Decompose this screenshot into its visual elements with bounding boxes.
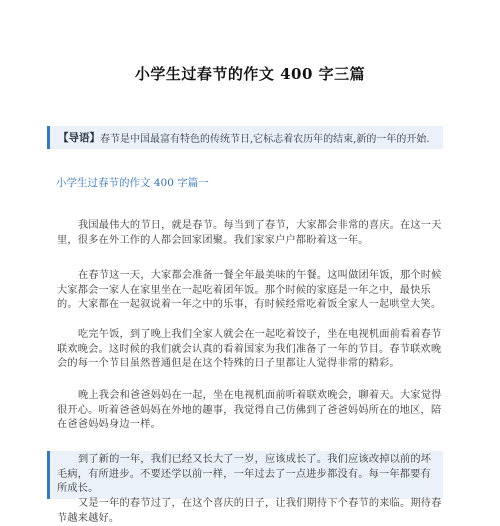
paragraph-4: 晚上我会和爸爸妈妈在一起，坐在电视机面前听着联欢晚会，聊着天。大家觉得很开心。听着爸爸妈妈在外地的趣事，我觉得自己仿佛到了爸爸妈妈所在的地区，陪在爸爸妈妈身边一样。	[57, 390, 442, 430]
intro-text: 春节是中国最富有特色的传统节日,它标志着农历年的结束,新的一年的开始.	[100, 134, 430, 145]
paragraph-5: 到了新的一年，我们已经又长大了一岁，应该成长了。我们应该改掉以前的坏毛病，有所进步。不要还学以前一样，一年过去了一点进步都没有。每一年都要有所成长。	[57, 454, 432, 494]
intro-label: 【导语】	[58, 132, 100, 144]
intro-callout	[47, 126, 443, 149]
paragraph-3: 吃完午饭，到了晚上我们全家人就会在一起吃着饺子，坐在电视机面前看着春节联欢晚会。这时候的我们就会认真的看着国家为我们准备了一年的节目。春节联欢晚会的每一个节目虽然普通但是在这个特殊的日子里都让人觉得非常的精彩。	[57, 329, 442, 369]
section-title: 小学生过春节的作文 400 字篇一	[56, 177, 209, 189]
paragraph-1: 我国最伟大的节日，就是春节。每当到了春节，大家都会非常的喜庆。在这一天里，很多在外工作的人都会回家团聚。我们家家户户都盼着这一年。	[57, 220, 442, 246]
paragraph-6: 又是一年的春节过了，在这个喜庆的日子，让我们期待下个春节的来临。期待春节越来越好。	[57, 498, 442, 524]
paragraph-2: 在春节这一天，大家都会准备一餐全年最美味的午餐。这叫做团年饭，那个时候大家都会一家人在家里坐在一起吃着团年饭。那个时候的家庭是一年之中，最快乐的。大家都在一起叙说着一年之中的乐事，有时候经常吃着饭全家人一起哄堂大笑。	[57, 270, 442, 310]
page-title: 小学生过春节的作文 400 字三篇	[134, 65, 366, 83]
paragraph-5-callout	[47, 451, 443, 499]
